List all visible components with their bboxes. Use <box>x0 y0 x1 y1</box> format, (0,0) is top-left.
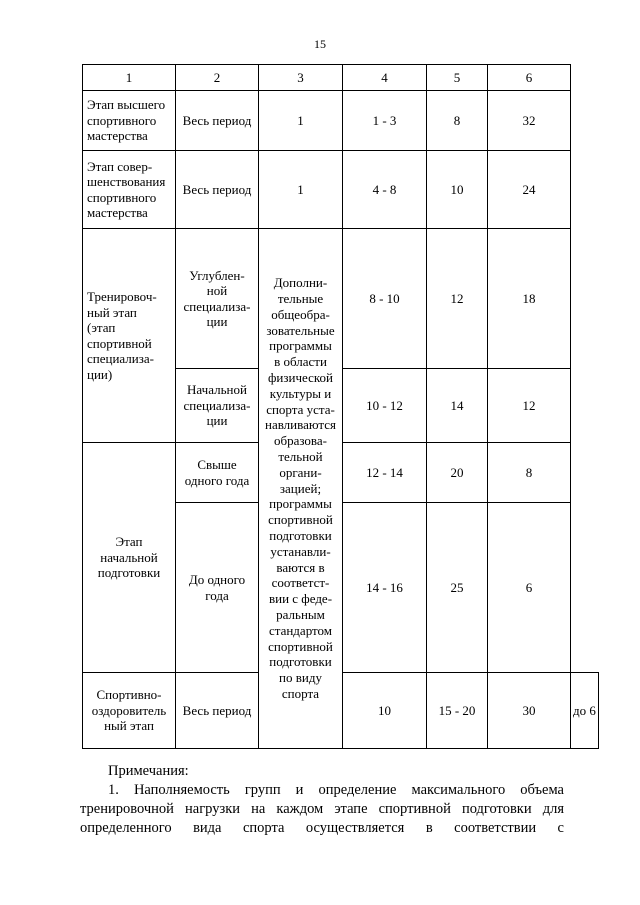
min-cell: 30 <box>488 673 571 749</box>
notes-line-2: тренировочной нагрузки на каждом этапе спортивной подготовки для <box>80 801 564 817</box>
period-cell: Весь период <box>176 91 259 151</box>
header-cell-2: 2 <box>176 65 259 91</box>
period-cell: Начальной специализа- ции <box>176 369 259 443</box>
table-row <box>83 151 599 229</box>
notes-heading: Примечания: <box>108 763 189 779</box>
period-cell: Весь период <box>176 673 259 749</box>
min-cell: 10 <box>427 151 488 229</box>
table-row <box>83 229 599 369</box>
stage-cell: Этап совер- шенствования спортивного мастерства <box>83 151 176 229</box>
header-cell-1: 1 <box>83 65 176 91</box>
max-cell: 6 <box>488 503 571 673</box>
period-cell: Свыше одного года <box>176 443 259 503</box>
stage-cell: Тренировоч- ный этап (этап спортивной специализа- ции) <box>83 229 176 443</box>
table-row <box>83 91 599 151</box>
age-cell: 1 - 3 <box>343 91 427 151</box>
column3-cell: 10 <box>343 673 427 749</box>
program-note-cell: Дополни- тельные общеобра- зовательные программы в области физической культуры и спорта уста- навливаются образова- тельной органи- зацией; программы спортивной подготовки устанавли- ваются в соответст- вии с феде- ральным стандартом спортивной подготовки по виду спорта <box>259 229 343 749</box>
stage-cell: Этап высшего спортивного мастерства <box>83 91 176 151</box>
age-cell: 15 - 20 <box>427 673 488 749</box>
min-cell: 12 <box>427 229 488 369</box>
period-cell: Углублен- ной специализа- ции <box>176 229 259 369</box>
header-row <box>83 65 599 91</box>
min-cell: 8 <box>427 91 488 151</box>
header-cell-6: 6 <box>488 65 571 91</box>
max-cell: 32 <box>488 91 571 151</box>
min-cell: 20 <box>427 443 488 503</box>
age-cell: 12 - 14 <box>343 443 427 503</box>
sports-stages-table <box>82 64 599 749</box>
header-cell-5: 5 <box>427 65 488 91</box>
age-cell: 10 - 12 <box>343 369 427 443</box>
notes-line-3: определенного вида спорта осуществляется в соответствии с <box>80 820 564 836</box>
min-cell: 14 <box>427 369 488 443</box>
max-cell: 12 <box>488 369 571 443</box>
notes-section <box>80 762 564 838</box>
header-cell-4: 4 <box>343 65 427 91</box>
period-cell: Весь период <box>176 151 259 229</box>
min-cell: 25 <box>427 503 488 673</box>
max-cell: до 6 <box>571 673 599 749</box>
page-number: 15 <box>314 37 326 51</box>
age-cell: 14 - 16 <box>343 503 427 673</box>
max-cell: 8 <box>488 443 571 503</box>
max-cell: 18 <box>488 229 571 369</box>
column3-cell: 1 <box>259 91 343 151</box>
stage-cell: Спортивно- оздоровитель ный этап <box>83 673 176 749</box>
age-cell: 4 - 8 <box>343 151 427 229</box>
stage-cell: Этап начальной подготовки <box>83 443 176 673</box>
header-cell-3: 3 <box>259 65 343 91</box>
column3-cell: 1 <box>259 151 343 229</box>
age-cell: 8 - 10 <box>343 229 427 369</box>
period-cell: До одного года <box>176 503 259 673</box>
max-cell: 24 <box>488 151 571 229</box>
notes-line-1: 1. Наполняемость групп и определение максимального объема <box>108 782 564 798</box>
